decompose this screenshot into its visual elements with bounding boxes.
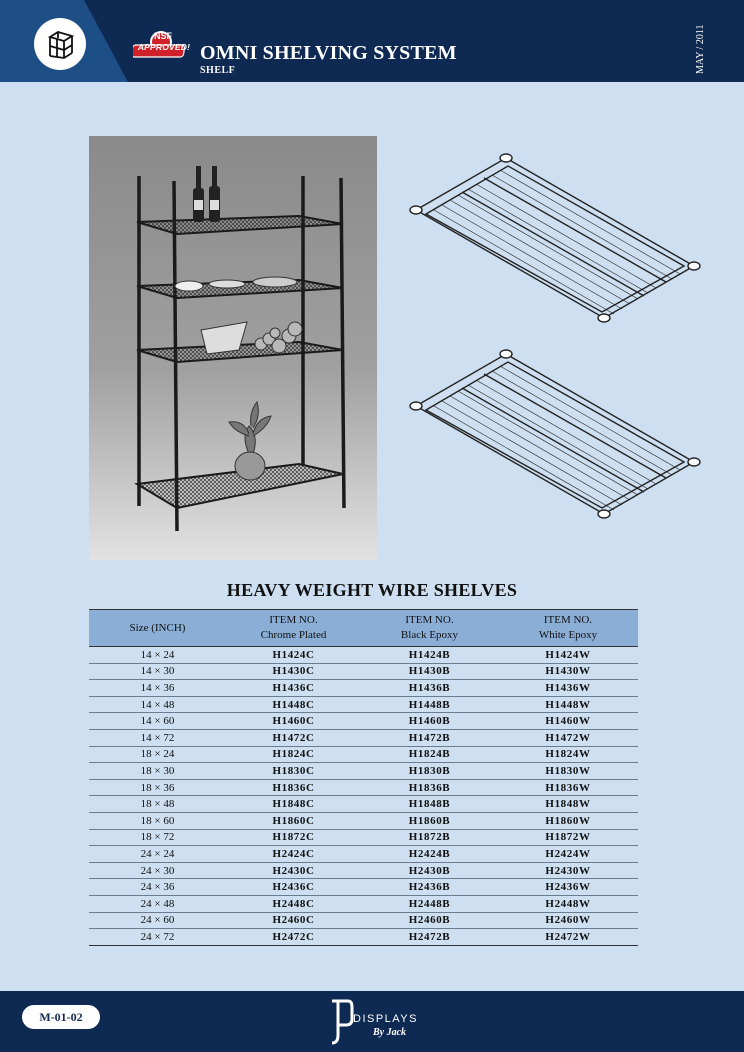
item-number-cell: H2448W [498,895,638,912]
col-header-white: ITEM NO. White Epoxy [498,610,638,647]
item-number-cell: H1424C [226,647,361,664]
brand-tagline: By Jack [373,1027,407,1038]
size-cell: 24 × 24 [89,846,226,863]
item-number-cell: H1824B [361,746,498,763]
size-cell: 14 × 36 [89,680,226,697]
table-row [89,779,638,796]
section-title: HEAVY WEIGHT WIRE SHELVES [226,580,518,600]
item-number-cell: H2436W [498,879,638,896]
size-cell: 14 × 72 [89,729,226,746]
shelf-line-drawing-top [408,148,708,332]
size-cell: 18 × 60 [89,812,226,829]
col-header-black: ITEM NO. Black Epoxy [361,610,498,647]
size-cell: 18 × 72 [89,829,226,846]
col-header-chrome: ITEM NO. Chrome Plated [226,610,361,647]
size-cell: 18 × 36 [89,779,226,796]
item-number-cell: H2436B [361,879,498,896]
page-subtitle: SHELF [200,65,236,76]
item-number-cell: H1448C [226,696,361,713]
col-header-size: Size (INCH) [89,610,226,647]
item-number-cell: H1872W [498,829,638,846]
item-number-cell: H1830B [361,763,498,780]
item-number-cell: H1472W [498,729,638,746]
item-number-cell: H1436W [498,680,638,697]
table-header-row [89,610,638,647]
item-number-cell: H1448W [498,696,638,713]
size-cell: 14 × 48 [89,696,226,713]
size-cell: 24 × 36 [89,879,226,896]
item-number-cell: H1860W [498,812,638,829]
item-number-cell: H1848B [361,796,498,813]
item-number-cell: H1872C [226,829,361,846]
item-number-cell: H2448C [226,895,361,912]
item-number-cell: H2424C [226,846,361,863]
table-row [89,879,638,896]
item-number-cell: H2430C [226,862,361,879]
item-number-cell: H1472B [361,729,498,746]
item-number-cell: H1836B [361,779,498,796]
item-number-cell: H2460B [361,912,498,929]
table-row [89,680,638,697]
item-number-cell: H2430B [361,862,498,879]
logo-badge [34,18,86,70]
item-number-cell: H1460W [498,713,638,730]
item-number-cell: H1860B [361,812,498,829]
item-number-cell: H1460B [361,713,498,730]
table-row [89,713,638,730]
item-table [89,609,638,946]
size-cell: 24 × 48 [89,895,226,912]
table-row [89,729,638,746]
item-number-cell: H1430B [361,663,498,680]
item-number-cell: H2424B [361,846,498,863]
table-row [89,862,638,879]
table-row [89,696,638,713]
brand-name: DISPLAYS [353,1013,418,1025]
table-row [89,746,638,763]
brand-logo-icon [328,995,354,1047]
item-number-cell: H1848C [226,796,361,813]
approved-label: APPROVED! [137,42,191,52]
item-number-cell: H2448B [361,895,498,912]
table-row [89,812,638,829]
size-cell: 18 × 30 [89,763,226,780]
size-cell: 24 × 72 [89,929,226,946]
table-row [89,663,638,680]
item-number-cell: H1436C [226,680,361,697]
item-number-cell: H1848W [498,796,638,813]
item-number-cell: H1460C [226,713,361,730]
item-number-cell: H1436B [361,680,498,697]
shelf-unit-icon [44,28,76,60]
table-row [89,895,638,912]
issue-date: MAY / 2011 [695,24,706,74]
item-number-cell: H1448B [361,696,498,713]
item-number-cell: H1472C [226,729,361,746]
table-body [89,647,638,946]
shelf-line-drawing-bottom [408,344,708,528]
size-cell: 24 × 60 [89,912,226,929]
page-code: M-01-02 [22,1005,100,1029]
item-number-cell: H2436C [226,879,361,896]
size-cell: 18 × 48 [89,796,226,813]
item-number-cell: H1424W [498,647,638,664]
size-cell: 14 × 60 [89,713,226,730]
table-row [89,647,638,664]
item-number-cell: H2430W [498,862,638,879]
item-number-cell: H2472W [498,929,638,946]
item-number-cell: H1836C [226,779,361,796]
item-number-cell: H1860C [226,812,361,829]
table-row [89,829,638,846]
table-row [89,846,638,863]
item-number-cell: H1430C [226,663,361,680]
item-number-cell: H1824W [498,746,638,763]
table-row [89,912,638,929]
item-number-cell: H1424B [361,647,498,664]
item-number-cell: H1430W [498,663,638,680]
item-number-cell: H2460W [498,912,638,929]
item-number-cell: H1824C [226,746,361,763]
item-number-cell: H2424W [498,846,638,863]
item-number-cell: H2460C [226,912,361,929]
product-photo [89,136,377,560]
table-row [89,796,638,813]
item-number-cell: H1830W [498,763,638,780]
table-row [89,763,638,780]
size-cell: 18 × 24 [89,746,226,763]
item-number-cell: H2472C [226,929,361,946]
item-number-cell: H1830C [226,763,361,780]
table-row [89,929,638,946]
size-cell: 24 × 30 [89,862,226,879]
page-title: OMNI SHELVING SYSTEM [200,42,457,64]
item-number-cell: H2472B [361,929,498,946]
size-cell: 14 × 24 [89,647,226,664]
item-number-cell: H1872B [361,829,498,846]
size-cell: 14 × 30 [89,663,226,680]
item-number-cell: H1836W [498,779,638,796]
nsf-label: NSF [154,31,172,41]
